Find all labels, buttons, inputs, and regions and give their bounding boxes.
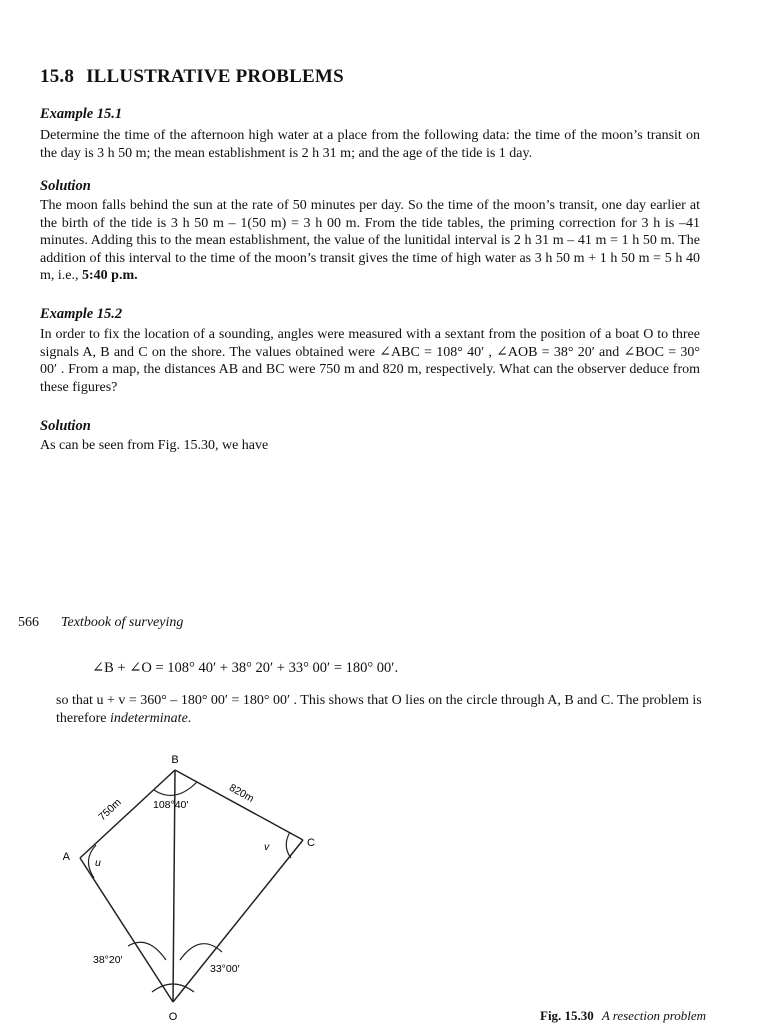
point-o-label: O <box>168 1011 178 1023</box>
angle-boc-label: 33°00′ <box>210 963 240 975</box>
figure-title: A resection problem <box>601 1008 707 1023</box>
section-number: 15.8 <box>40 66 75 87</box>
example-title: Example 15.2 <box>40 306 123 322</box>
angle-aob-arc <box>128 942 166 960</box>
figure-caption <box>540 1008 706 1024</box>
distance-bc-label: 820m <box>227 781 256 805</box>
solution-title: Solution <box>40 418 91 434</box>
angle-c-arc <box>286 832 291 858</box>
page-number: 566 <box>18 615 39 630</box>
angle-equation: ∠B + ∠O = 108° 40′ + 38° 20′ + 33° 00′ = 180° 00′. <box>92 660 399 676</box>
conclusion-emphasis: indeterminate <box>110 711 188 726</box>
point-b-label: B <box>171 754 179 766</box>
solution-title: Solution <box>40 178 91 194</box>
angle-v-label: v <box>264 841 270 853</box>
solution-text: As can be seen from Fig. 15.30, we have <box>40 438 269 453</box>
angle-b-label: 108°40′ <box>153 799 189 811</box>
solution-answer: 5:40 p.m. <box>82 268 138 283</box>
line-co <box>173 840 303 1002</box>
book-title: Textbook of surveying <box>61 615 184 630</box>
example-title: Example 15.1 <box>40 106 123 122</box>
line-ab <box>80 770 175 858</box>
distance-ab-label: 750m <box>96 796 124 824</box>
angle-u-label: u <box>95 857 101 869</box>
example-text: Determine the time of the afternoon high water at a place from the following data: the time of the moon’s transit on the day is 3 h 50 m; the mean establishment is 2 h 31 m; and the age of the tide is 1 day. <box>40 128 700 161</box>
solution-body: The moon falls behind the sun at the rate of 50 minutes per day. So the time of the moon’s transit, one day earlier at the birth of the tide is 3 h 50 m – 1(50 m) = 3 h 00 m. From the tide tables, the priming correction for 3 h is –41 minutes. Adding this to the mean establishment, the value of the lunitidal interval is 2 h 31 m – 41 m = 1 h 50 m. The addition of this interval to the time of the moon’s transit gives the time of high water as 3 h 50 m + 1 h 50 m = 5 h 40 m, i.e., <box>40 198 700 283</box>
conclusion-end: . <box>187 711 192 726</box>
figure-number: Fig. 15.30 <box>540 1008 594 1023</box>
line-ao <box>80 858 173 1002</box>
point-c-label: C <box>307 837 315 849</box>
conclusion-text: so that u + v = 360° – 180° 00′ = 180° 00′ . This shows that O lies on the circle through A, B and C. The problem is therefore <box>56 693 702 726</box>
example-text: In order to fix the location of a sounding, angles were measured with a sextant from the position of a boat O to three signals A, B and C on the shore. The values obtained were ∠ABC = 108° 40′ , ∠AOB = 38° 20′ and ∠BOC = 30° 00′ . From a map, the distances AB and BC were 750 m and 820 m, respectively. What can the observer deduce from these figures? <box>40 327 700 395</box>
section-title: ILLUSTRATIVE PROBLEMS <box>86 66 344 87</box>
angle-boc-arc <box>180 944 222 960</box>
line-bc <box>175 770 303 840</box>
point-a-label: A <box>62 851 70 863</box>
angle-aob-label: 38°20′ <box>93 954 123 966</box>
